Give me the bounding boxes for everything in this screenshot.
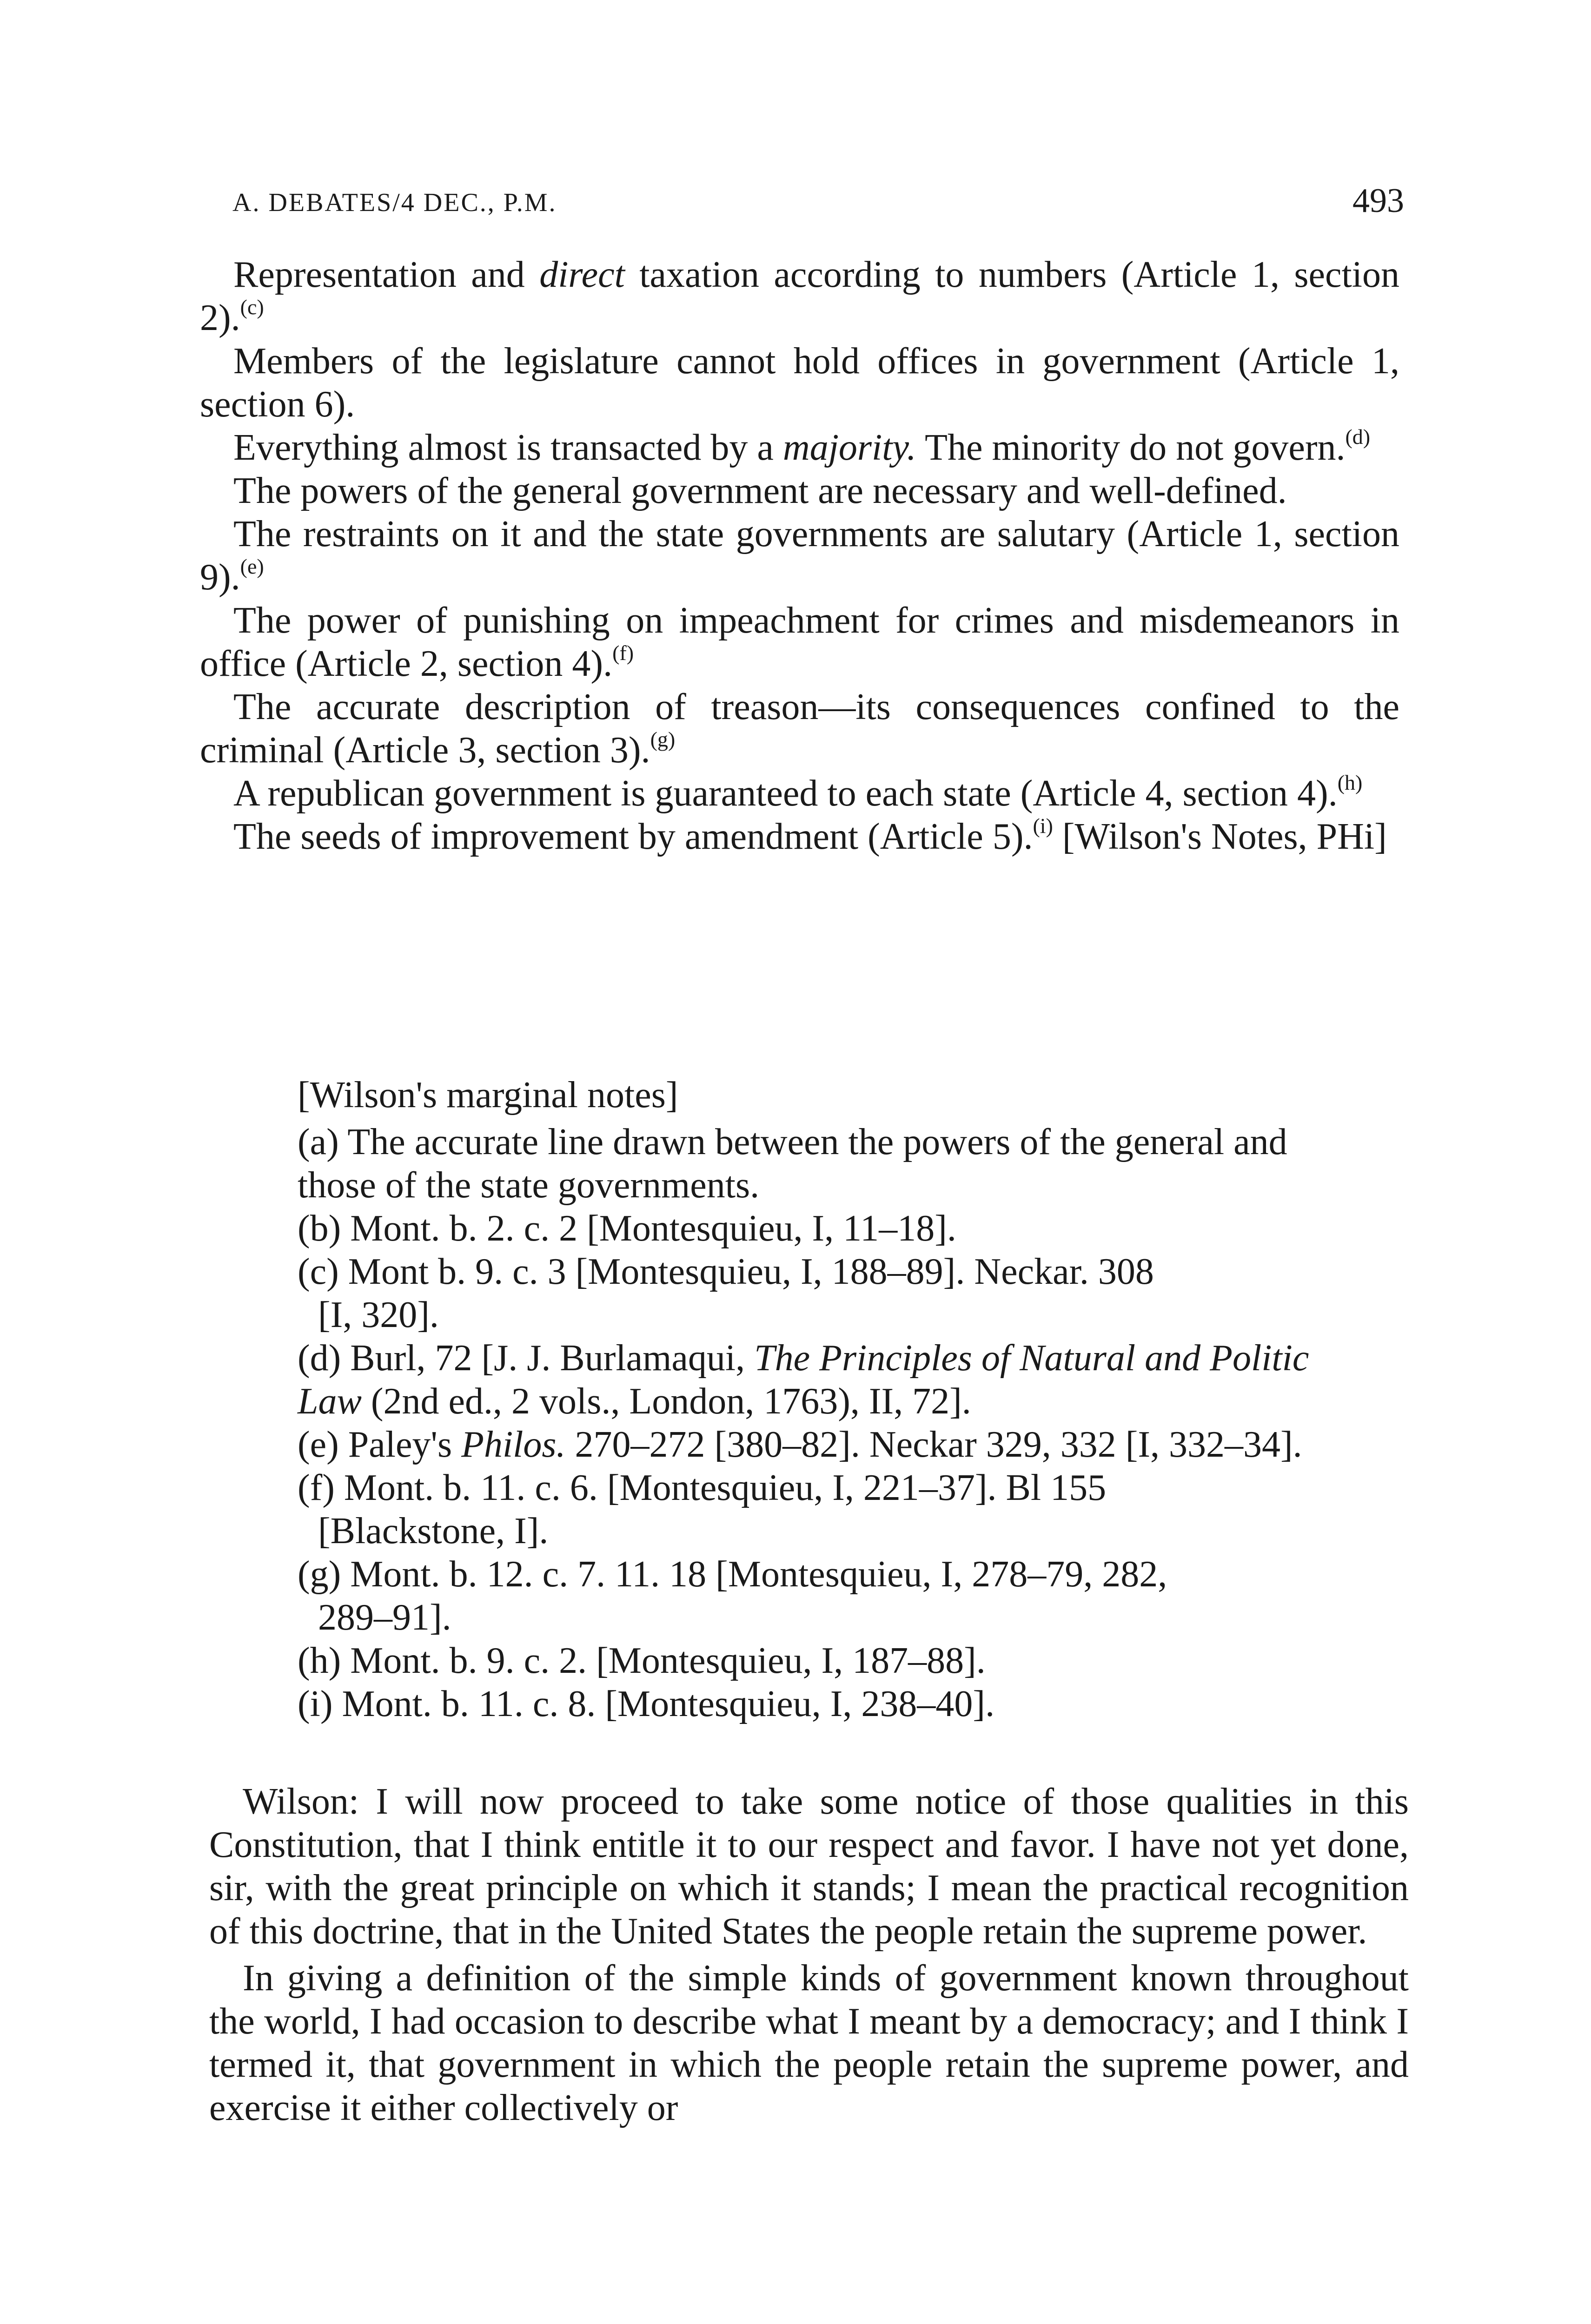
running-title: A. DEBATES/4 DEC., P.M. — [232, 188, 557, 217]
marginal-note-continuation: [Blackstone, I]. — [318, 1511, 549, 1552]
marginal-note-continuation: [I, 320]. — [318, 1294, 439, 1335]
source-citation: [Wilson's Notes, PHi] — [1053, 816, 1387, 857]
note-marker: (c) — [240, 295, 264, 319]
marginal-note: (e) Paley's Philos. 270–272 [380–82]. Neckar 329, 332 [I, 332–34]. — [298, 1424, 1302, 1465]
list-item: The powers of the general government are necessary and well-defined. — [233, 470, 1287, 511]
list-item: The accurate description of treason—its consequences confined to the criminal (Article 3, section 3).$^{(g)}$ — [200, 687, 1399, 771]
note-marker: (i) — [1033, 814, 1053, 838]
list-item: Members of the legislature cannot hold offices in government (Article 1, section 6). — [200, 341, 1399, 425]
marginal-notes — [298, 1074, 1316, 1726]
marginal-note-continuation: 289–91]. — [318, 1597, 451, 1638]
note-marker: (e) — [240, 555, 264, 578]
marginal-notes-heading: [Wilson's marginal notes] — [298, 1075, 678, 1116]
running-head — [232, 181, 1404, 223]
page-number: 493 — [1352, 182, 1404, 220]
note-marker: (f) — [612, 641, 634, 665]
marginal-note: (b) Mont. b. 2. c. 2 [Montesquieu, I, 11–18]. — [298, 1208, 956, 1249]
note-marker: (h) — [1337, 771, 1363, 794]
marginal-note: (h) Mont. b. 9. c. 2. [Montesquieu, I, 187–88]. — [298, 1640, 986, 1681]
note-marker: (g) — [650, 727, 676, 751]
list-item: The power of punishing on impeachment for crimes and misdemeanors in office (Article 2, section 4).$^{(f)}$ — [200, 600, 1399, 684]
paragraph: In giving a definition of the simple kinds of government known throughout the world, I had occasion to describe what I meant by a democracy; and I think I termed it, that government in which the people retain the supreme power, and exercise it either collectively or — [209, 1958, 1409, 2128]
marginal-note: (c) Mont b. 9. c. 3 [Montesquieu, I, 188–89]. Neckar. 308 — [298, 1251, 1154, 1292]
marginal-note: (f) Mont. b. 11. c. 6. [Montesquieu, I, 221–37]. Bl 155 — [298, 1467, 1107, 1508]
note-marker: (d) — [1345, 425, 1371, 449]
paragraph: Wilson: I will now proceed to take some notice of those qualities in this Constitution, that I think entitle it to our respect and favor. I have not yet done, sir, with the great principle on which it stands; I mean the practical recognition of this doctrine, that in the United States the people retain the supreme power. — [209, 1781, 1409, 1952]
body-prose — [209, 1780, 1409, 2133]
list-item: The restraints on it and the state governments are salutary (Article 1, section 9).$^{(e)}$ — [200, 514, 1399, 598]
marginal-note: (a) The accurate line drawn between the powers of the general and those of the state governments. — [298, 1122, 1287, 1206]
list-item: A republican government is guaranteed to each state (Article 4, section 4).$^{(h)}$ — [233, 771, 1363, 814]
list-item: Representation and direct taxation according to numbers (Article 1, section 2).$^{(c)}$ — [200, 254, 1399, 338]
list-item: Everything almost is transacted by a majority. The minority do not govern.$^{(d)}$ — [233, 425, 1371, 468]
marginal-note: (g) Mont. b. 12. c. 7. 11. 18 [Montesquieu, I, 278–79, 282, — [298, 1554, 1167, 1595]
enumerated-list — [200, 253, 1399, 858]
marginal-note: (i) Mont. b. 11. c. 8. [Montesquieu, I, 238–40]. — [298, 1684, 995, 1724]
marginal-note: (d) Burl, 72 [J. J. Burlamaqui, The Principles of Natural and Politic Law (2nd ed., 2 vols., London, 1763), II, 72]. — [298, 1338, 1309, 1422]
list-item-last: The seeds of improvement by amendment (Article 5).$^{(i)}$ [Wilson's Notes, PHi] — [233, 814, 1387, 857]
